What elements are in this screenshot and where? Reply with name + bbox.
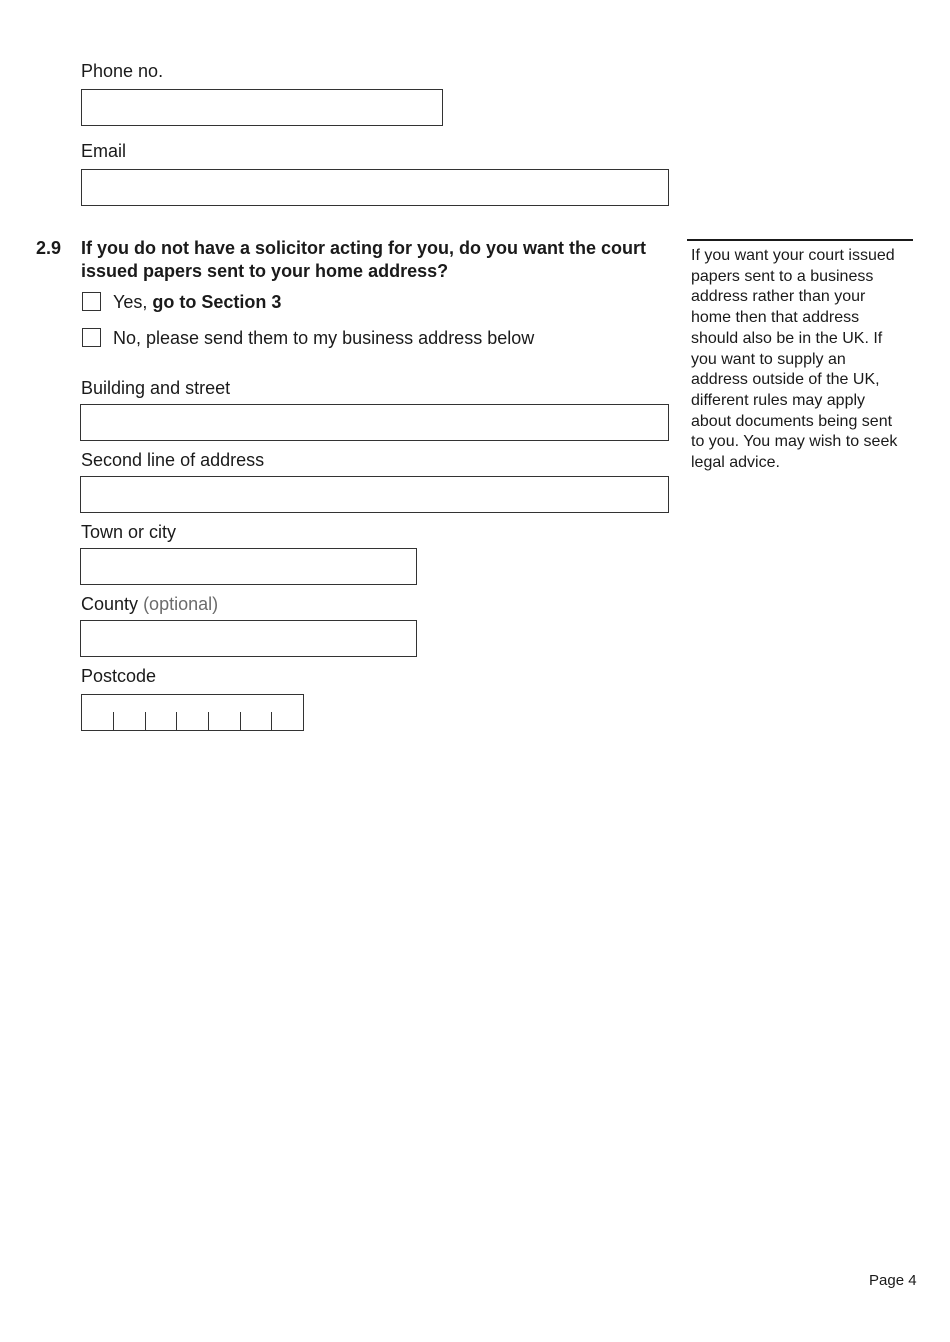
building-street-input[interactable] <box>80 404 669 441</box>
postcode-cell-divider <box>208 712 209 730</box>
email-label: Email <box>81 141 127 161</box>
second-line-input[interactable] <box>80 476 669 513</box>
phone-input[interactable] <box>81 89 443 126</box>
page-number: Page 4 <box>869 1272 917 1289</box>
town-city-input[interactable] <box>80 548 417 585</box>
phone-label: Phone no. <box>81 61 164 81</box>
town-city-label: Town or city <box>81 522 177 542</box>
postcode-label: Postcode <box>81 666 157 686</box>
question-number: 2.9 <box>36 238 62 258</box>
optional-hint: (optional) <box>143 594 219 614</box>
no-checkbox[interactable] <box>82 328 101 347</box>
yes-option-prefix: Yes, <box>113 292 153 312</box>
county-label-text: County <box>81 594 139 614</box>
no-option-label: No, please send them to my business address below <box>113 328 535 348</box>
postcode-cell-divider <box>240 712 241 730</box>
question-text: If you do not have a solicitor acting for you, do you want the court issued papers sent to your home address? <box>81 238 647 281</box>
building-street-label: Building and street <box>81 378 231 398</box>
postcode-cell-divider <box>176 712 177 730</box>
yes-option-label <box>113 291 281 313</box>
county-label <box>81 593 218 615</box>
go-to-section-3-text: go to Section 3 <box>152 292 282 312</box>
sidenote-divider <box>687 239 913 241</box>
postcode-cell-divider <box>145 712 146 730</box>
second-line-label: Second line of address <box>81 450 265 470</box>
sidenote-text: If you want your court issued papers sent to a business address rather than your home then that address should also be in the UK. If you want to supply an address outside of the UK, different rules may apply about documents being sent to you. You may wish to seek legal advice. <box>691 247 898 472</box>
county-input[interactable] <box>80 620 417 657</box>
yes-checkbox[interactable] <box>82 292 101 311</box>
postcode-cell-divider <box>113 712 114 730</box>
postcode-cell-divider <box>271 712 272 730</box>
email-input[interactable] <box>81 169 669 206</box>
